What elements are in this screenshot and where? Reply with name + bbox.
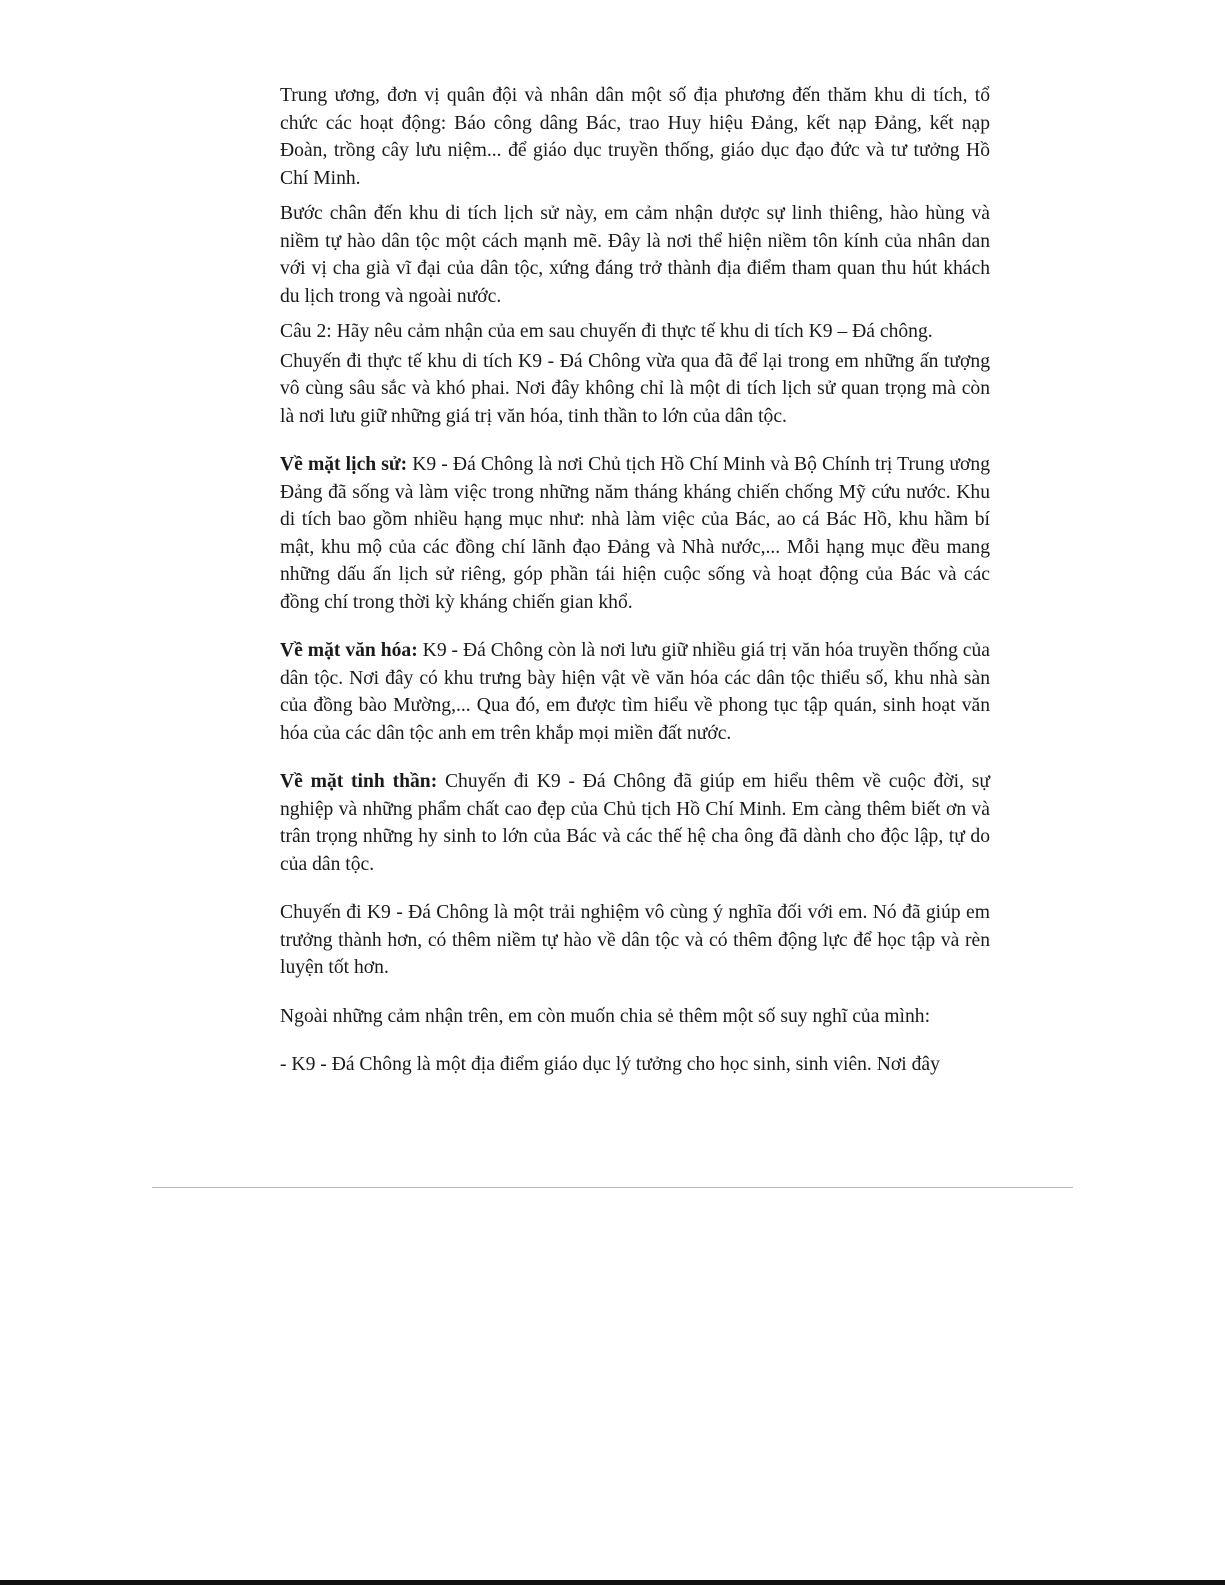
paragraph-text: K9 - Đá Chông là nơi Chủ tịch Hồ Chí Minh và Bộ Chính trị Trung ương Đảng đã sống và làm việc trong những năm tháng kháng chiến chống Mỹ cứu nước. Khu di tích bao gồm nhiều hạng mục như: nhà làm việc của Bác, ao cá Bác Hồ, khu hầm bí mật, khu mộ của các đồng chí lãnh đạo Đảng và Nhà nước,... Mỗi hạng mục đều mang những dấu ấn lịch sử riêng, góp phần tái hiện cuộc sống và hoạt động của Bác và các đồng chí trong thời kỳ kháng chiến gian khổ. [280,454,990,613]
paragraph-conclusion [280,899,990,982]
paragraph-text: Chuyến đi thực tế khu di tích K9 - Đá Chông vừa qua đã để lại trong em những ấn tượng vô cùng sâu sắc và khó phai. Nơi đây không chỉ là một di tích lịch sử quan trọng mà còn là nơi lưu giữ những giá trị văn hóa, tinh thần to lớn của dân tộc. [280,350,990,427]
paragraph-culture [280,637,990,747]
paragraph-history [280,451,990,616]
paragraph-answer-intro [280,348,990,431]
paragraph-text: Câu 2: Hãy nêu cảm nhận của em sau chuyến đi thực tế khu di tích K9 – Đá chông. [280,321,933,342]
paragraph-lead: Về mặt văn hóa: [280,640,418,661]
paragraph-feeling [280,200,990,310]
paragraph-text: Trung ương, đơn vị quân đội và nhân dân một số địa phương đến thăm khu di tích, tổ chức các hoạt động: Báo công dâng Bác, trao Huy hiệu Đảng, kết nạp Đảng, kết nạp Đoàn, trồng cây lưu niệm... để giáo dục truyền thống, giáo dục đạo đức và tư tưởng Hồ Chí Minh. [280,85,990,189]
paragraph-intro-continuation [280,82,990,192]
question-heading [280,318,990,346]
paragraph-text: Bước chân đến khu di tích lịch sử này, em cảm nhận dược sự linh thiêng, hào hùng và niềm tự hào dân tộc một cách mạnh mẽ. Đây là nơi thể hiện niềm tôn kính của nhân dan với vị cha già vĩ đại của dân tộc, xứng đáng trở thành địa điểm tham quan thu hút khách du lịch trong và ngoài nước. [280,203,990,307]
paragraph-text: Ngoài những cảm nhận trên, em còn muốn chia sẻ thêm một số suy nghĩ của mình: [280,1005,931,1027]
paragraph-lead: Về mặt tinh thần: [280,771,438,792]
page-break-divider [152,1187,1073,1188]
paragraph-bullet [280,1051,990,1079]
paragraph-additional [280,1003,990,1031]
paragraph-lead: Về mặt lịch sử: [280,454,408,475]
paragraph-spirit [280,768,990,878]
paragraph-text: - K9 - Đá Chông là một địa điểm giáo dục lý tưởng cho học sinh, sinh viên. Nơi đây [280,1054,940,1075]
paragraph-text: Chuyến đi K9 - Đá Chông đã giúp em hiểu thêm về cuộc đời, sự nghiệp và những phẩm chất cao đẹp của Chủ tịch Hồ Chí Minh. Em càng thêm biết ơn và trân trọng những hy sinh to lớn của Bác và các thế hệ cha ông đã dành cho độc lập, tự do của dân tộc. [280,771,990,875]
page-bottom-edge [0,1580,1225,1585]
paragraph-text: K9 - Đá Chông còn là nơi lưu giữ nhiều giá trị văn hóa truyền thống của dân tộc. Nơi đây có khu trưng bày hiện vật về văn hóa các dân tộc thiểu số, khu nhà sàn của đồng bào Mường,... Qua đó, em được tìm hiểu về phong tục tập quán, sinh hoạt văn hóa của các dân tộc anh em trên khắp mọi miền đất nước. [280,640,990,744]
paragraph-text: Chuyến đi K9 - Đá Chông là một trải nghiệm vô cùng ý nghĩa đối với em. Nó đã giúp em trưởng thành hơn, có thêm niềm tự hào về dân tộc và có thêm động lực để học tập và rèn luyện tốt hơn. [280,902,990,978]
document-body [280,82,990,1079]
